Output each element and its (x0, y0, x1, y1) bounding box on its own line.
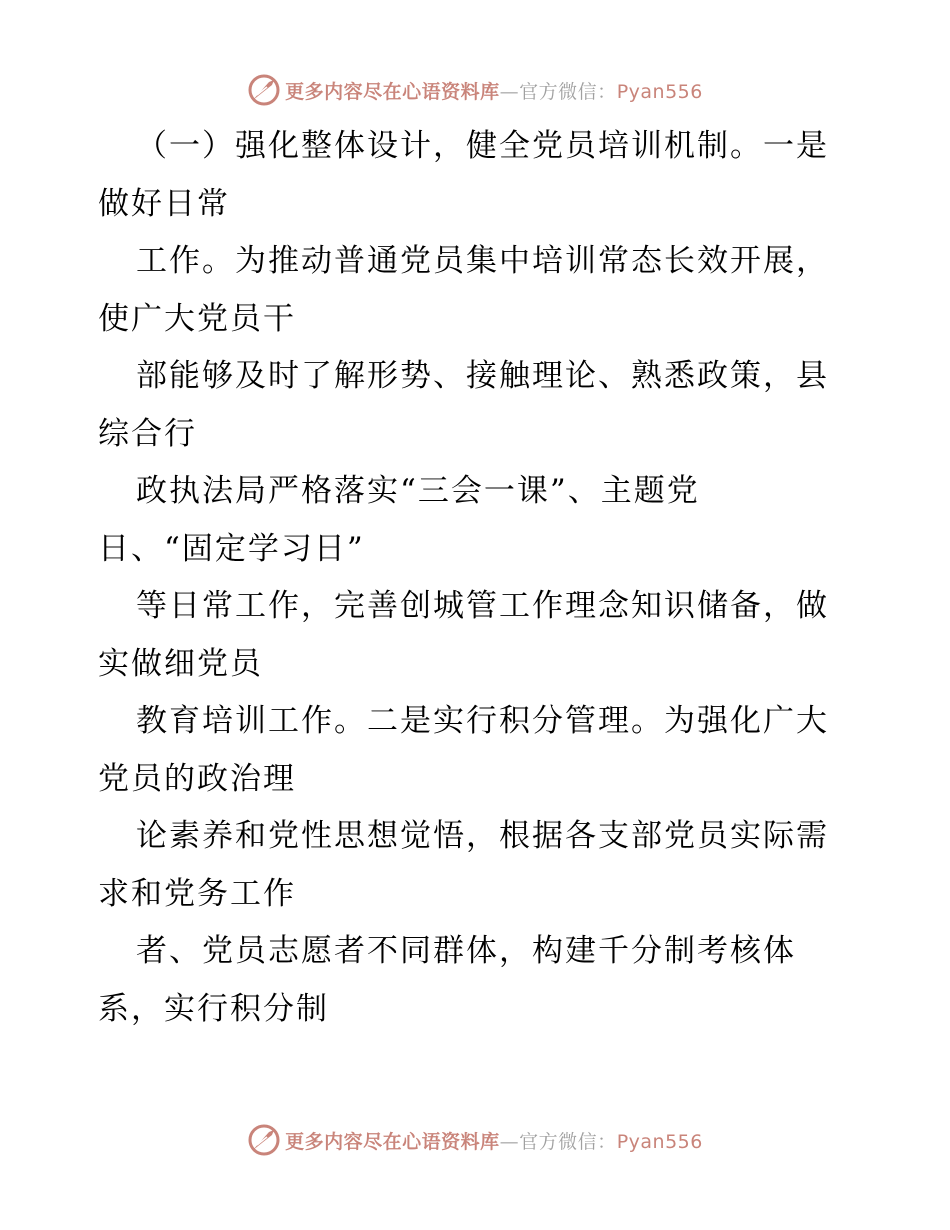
footer-watermark (0, 1120, 950, 1160)
document-body (98, 118, 878, 1038)
text-line: 等日常工作，完善创城管工作理念知识储备，做 (136, 588, 829, 624)
text-line: 综合行 (98, 415, 197, 452)
watermark-wechat-id: Pyan556 (616, 80, 703, 103)
text-line: 实做细党员 (98, 645, 263, 682)
watermark-wechat-id: Pyan556 (616, 1130, 703, 1153)
watermark-wechat-label: 官方微信： (519, 80, 617, 103)
text-line: 者、党员志愿者不同群体，构建千分制考核体 (136, 933, 796, 969)
watermark-dash: — (499, 1130, 520, 1153)
text-line: 使广大党员干 (98, 300, 296, 337)
text-line: 工作。为推动普通党员集中培训常态长效开展， (136, 243, 829, 279)
watermark-dash: — (499, 80, 520, 103)
text-line: 论素养和党性思想觉悟，根据各支部党员实际需 (136, 818, 829, 854)
text-line: （一）强化整体设计，健全党员培训机制。一是 (136, 128, 829, 164)
text-line: 教育培训工作。二是实行积分管理。为强化广大 (136, 703, 829, 739)
text-line: 政执法局严格落实“三会一课”、主题党 (136, 473, 700, 509)
quill-logo-icon (247, 1123, 281, 1157)
text-line: 求和党务工作 (98, 875, 296, 912)
text-line: 系，实行积分制 (98, 990, 329, 1027)
text-line: 部能够及时了解形势、接触理论、熟悉政策，县 (136, 358, 829, 394)
text-line: 党员的政治理 (98, 760, 296, 797)
text-line: 日、“固定学习日” (98, 530, 365, 567)
watermark-brand: 更多内容尽在心语资料库 (285, 80, 500, 103)
quill-logo-icon (247, 73, 281, 107)
watermark-wechat-label: 官方微信： (519, 1130, 617, 1153)
watermark-brand: 更多内容尽在心语资料库 (285, 1130, 500, 1153)
text-line: 做好日常 (98, 185, 230, 222)
header-watermark (0, 70, 950, 110)
